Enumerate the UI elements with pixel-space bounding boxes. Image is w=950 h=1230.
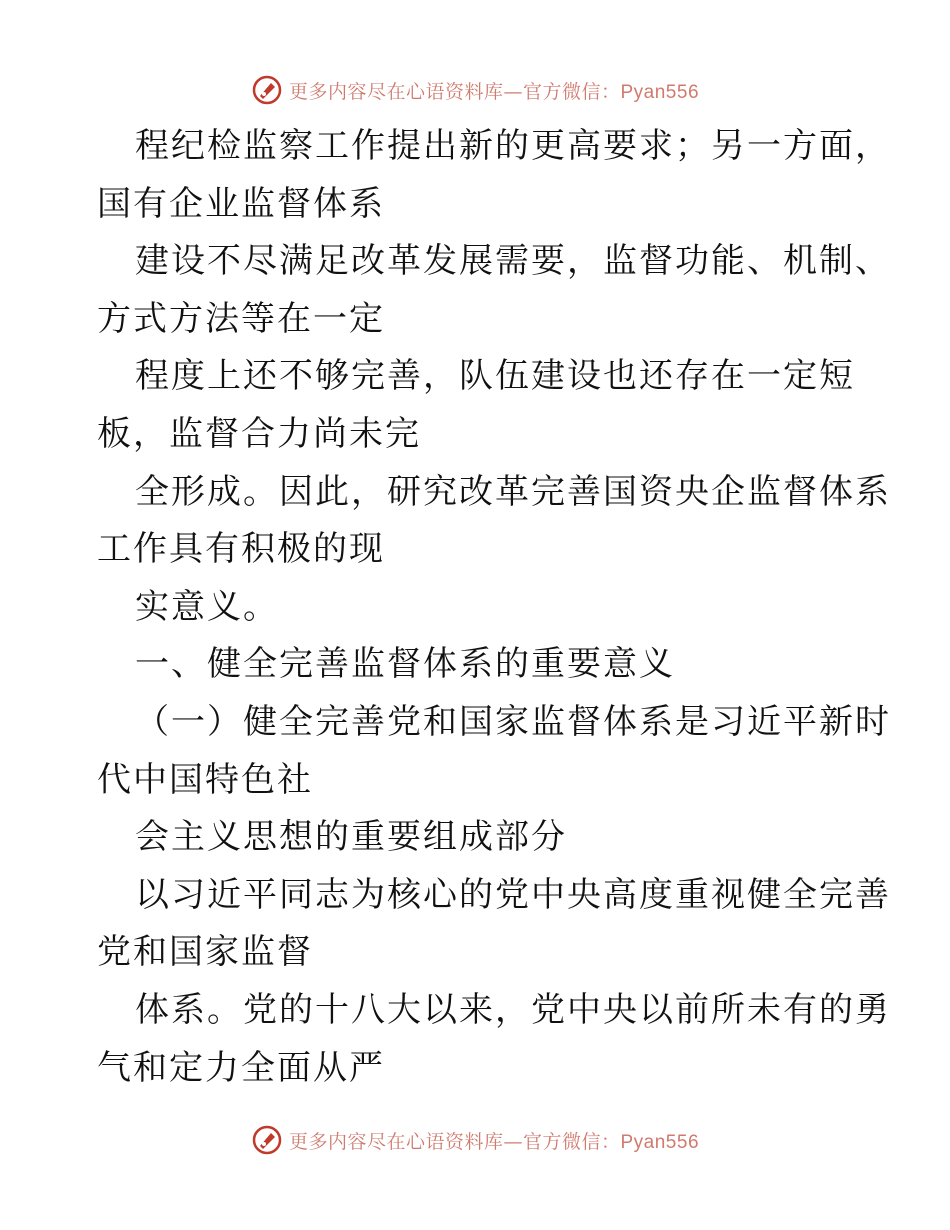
- footer-watermark: [0, 1120, 950, 1160]
- text-line: 方式方法等在一定: [97, 298, 385, 339]
- text-line: 实意义。: [135, 586, 279, 627]
- text-line: （一）健全完善党和国家监督体系是习近平新时: [135, 701, 891, 742]
- text-line: 以习近平同志为核心的党中央高度重视健全完善: [135, 874, 891, 915]
- text-line: 全形成。因此，研究改革完善国资央企监督体系: [135, 471, 891, 512]
- watermark-text: 更多内容尽在心语资料库—官方微信：Pyan556: [288, 80, 700, 103]
- text-line: 代中国特色社: [97, 759, 313, 800]
- text-line: 建设不尽满足改革发展需要，监督功能、机制、: [135, 241, 891, 282]
- pen-nib-icon: [251, 74, 283, 106]
- text-line: 工作具有积极的现: [97, 529, 385, 570]
- text-line: 板，监督合力尚未完: [97, 413, 421, 454]
- header-watermark: [0, 70, 950, 110]
- text-line: 气和定力全面从严: [97, 1047, 385, 1088]
- text-line: 党和国家监督: [97, 932, 313, 973]
- text-line: 体系。党的十八大以来，党中央以前所未有的勇: [135, 989, 891, 1030]
- document-body: [97, 118, 891, 1097]
- text-line: 程度上还不够完善，队伍建设也还存在一定短: [135, 356, 855, 397]
- text-line: 一、健全完善监督体系的重要意义: [135, 644, 675, 685]
- text-line: 程纪检监察工作提出新的更高要求；另一方面，: [135, 126, 891, 166]
- pen-nib-icon: [251, 1124, 283, 1156]
- watermark-text: 更多内容尽在心语资料库—官方微信：Pyan556: [288, 1130, 700, 1153]
- text-line: 会主义思想的重要组成部分: [135, 817, 567, 858]
- text-line: 国有企业监督体系: [97, 183, 385, 224]
